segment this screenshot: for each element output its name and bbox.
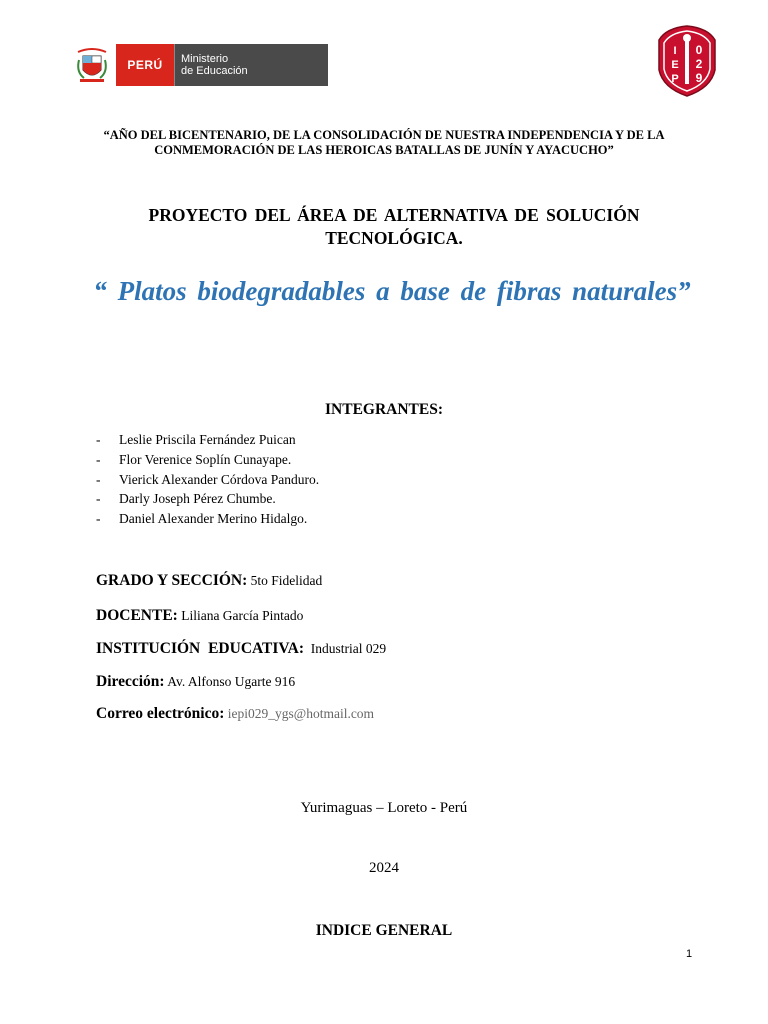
school-crest-icon xyxy=(656,24,718,98)
grade-label: GRADO Y SECCIÓN: xyxy=(96,572,248,589)
address-label: Dirección: xyxy=(96,673,165,690)
minedu-logo xyxy=(68,44,328,86)
page-number: 1 xyxy=(686,948,693,960)
list-bullet: - xyxy=(96,471,101,487)
logo-country: PERÚ xyxy=(116,44,174,86)
peru-coat-of-arms-icon xyxy=(68,44,116,86)
list-item xyxy=(96,489,319,509)
year-motto: “AÑO DEL BICENTENARIO, DE LA CONSOLIDACIÓN DE NUESTRA INDEPENDENCIA Y DE LA CONMEMORACIÓN DE LAS HEROICAS BATALLAS DE JUNÍN Y AYACUCHO” xyxy=(103,128,665,157)
member-name: Vierick Alexander Córdova Panduro. xyxy=(119,471,320,487)
svg-text:9: 9 xyxy=(695,71,703,85)
members-list xyxy=(96,430,319,529)
teacher-value: Liliana García Pintado xyxy=(181,608,304,623)
member-name: Daniel Alexander Merino Hidalgo. xyxy=(119,511,308,527)
member-name: Darly Joseph Pérez Chumbe. xyxy=(119,491,276,507)
email-label: Correo electrónico: xyxy=(96,705,225,722)
year-line: 2024 xyxy=(369,860,399,876)
svg-text:P: P xyxy=(671,73,679,85)
project-heading: PROYECTO DEL ÁREA DE ALTERNATIVA DE SOLUCIÓN TECNOLÓGICA. xyxy=(148,205,640,248)
address-value: Av. Alfonso Ugarte 916 xyxy=(167,674,296,689)
member-name: Leslie Priscila Fernández Puican xyxy=(119,432,296,447)
school-value: Industrial 029 xyxy=(310,641,387,656)
school-label: INSTITUCIÓN EDUCATIVA: xyxy=(96,640,304,657)
logo-ministry xyxy=(174,44,328,86)
location-line: Yurimaguas – Loreto - Perú xyxy=(300,800,468,816)
member-name: Flor Verenice Soplín Cunayape. xyxy=(119,451,292,467)
school-row xyxy=(96,640,386,658)
svg-text:2: 2 xyxy=(695,57,703,71)
address-row xyxy=(96,673,295,691)
list-item xyxy=(96,450,319,470)
members-heading: INTEGRANTES: xyxy=(325,401,443,418)
list-bullet: - xyxy=(96,451,101,467)
list-item xyxy=(96,470,319,490)
svg-text:E: E xyxy=(671,59,679,71)
grade-value: 5to Fidelidad xyxy=(250,573,323,588)
list-item xyxy=(96,509,319,529)
email-row xyxy=(96,705,374,723)
logo-ministry-line1: Ministerio xyxy=(181,53,229,65)
list-bullet: - xyxy=(96,432,101,447)
grade-row xyxy=(96,572,322,590)
svg-text:0: 0 xyxy=(695,43,703,57)
list-bullet: - xyxy=(96,511,101,527)
project-title: “ Platos biodegradables a base de fibras naturales” xyxy=(93,276,691,306)
svg-text:I: I xyxy=(673,45,677,57)
teacher-row xyxy=(96,607,303,625)
teacher-label: DOCENTE: xyxy=(96,607,178,624)
logo-ministry-line2: de Educación xyxy=(181,65,248,77)
list-bullet: - xyxy=(96,491,101,507)
index-heading: INDICE GENERAL xyxy=(315,922,453,939)
list-item xyxy=(96,430,319,450)
email-link[interactable]: iepi029_ygs@hotmail.com xyxy=(227,706,375,721)
